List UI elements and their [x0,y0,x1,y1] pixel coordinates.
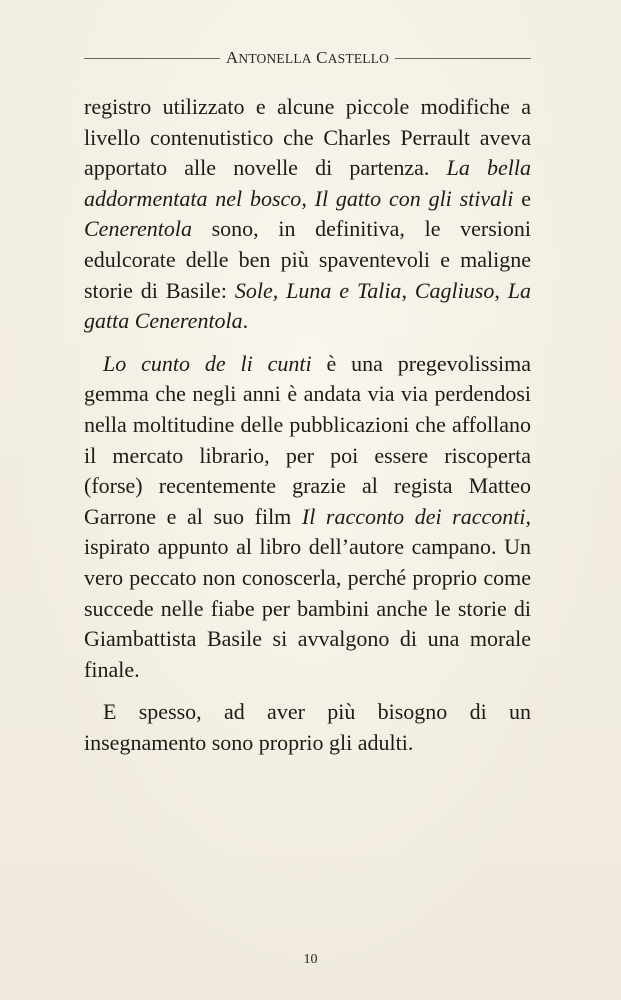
running-header [84,44,531,72]
text-run: , ispirato appunto al libro dell’autore campano. Un vero peccato non conoscerla, perché proprio come succede nelle fiabe per bambini anche le storie di Giambattista Basile si avvalgono di una morale finale. [84,503,531,682]
text-run: è una pregevolissima gemma che negli anni è andata via via perdendosi nella moltitudine delle pubblicazioni che affollano il mercato librario, per poi essere riscoperta (forse) recentemente grazie al regista Matteo Garrone e al suo film [84,350,531,529]
text-run: E spesso, ad aver più bisogno di un insegnamento sono proprio gli adulti. [84,699,531,755]
paragraph [84,92,531,337]
author-last-initial: C [316,48,328,67]
italic-title: La bella addormentata nel bosco [84,155,531,211]
text-run: sono, in definitiva, le versioni edulcorate delle ben più spaventevoli e maligne storie di Basile: [84,216,531,303]
text-run: registro utilizzato e alcune piccole modifiche a livello contenutistico che Charles Perrault aveva apportato alle novelle di partenza. [84,94,531,181]
page-number: 10 [303,952,318,967]
author-last-rest: ASTELLO [327,51,390,66]
text-run: , [301,185,315,211]
text-run: , [401,277,415,303]
italic-title: Il gatto con gli stivali [314,185,514,211]
body-text [84,92,531,758]
paragraph [84,349,531,686]
italic-title: Lo cunto de li cunti [103,350,312,376]
italic-title: Il racconto dei racconti [301,503,526,529]
header-rule-left [84,58,220,59]
italic-title: Sole, Luna e Talia [234,277,402,303]
paragraph [84,697,531,758]
italic-title: La gatta Cenerentola [84,277,531,334]
text-run: . [242,308,249,334]
header-rule-right [395,58,531,59]
text-run: , [494,277,508,303]
author-name [220,48,395,68]
italic-title: Cenerentola [84,216,192,242]
author-first-initial: A [225,48,239,67]
text-run: e [513,185,532,211]
italic-title: Cagliuso [414,277,495,303]
author-first-rest: NTONELLA [238,51,312,66]
